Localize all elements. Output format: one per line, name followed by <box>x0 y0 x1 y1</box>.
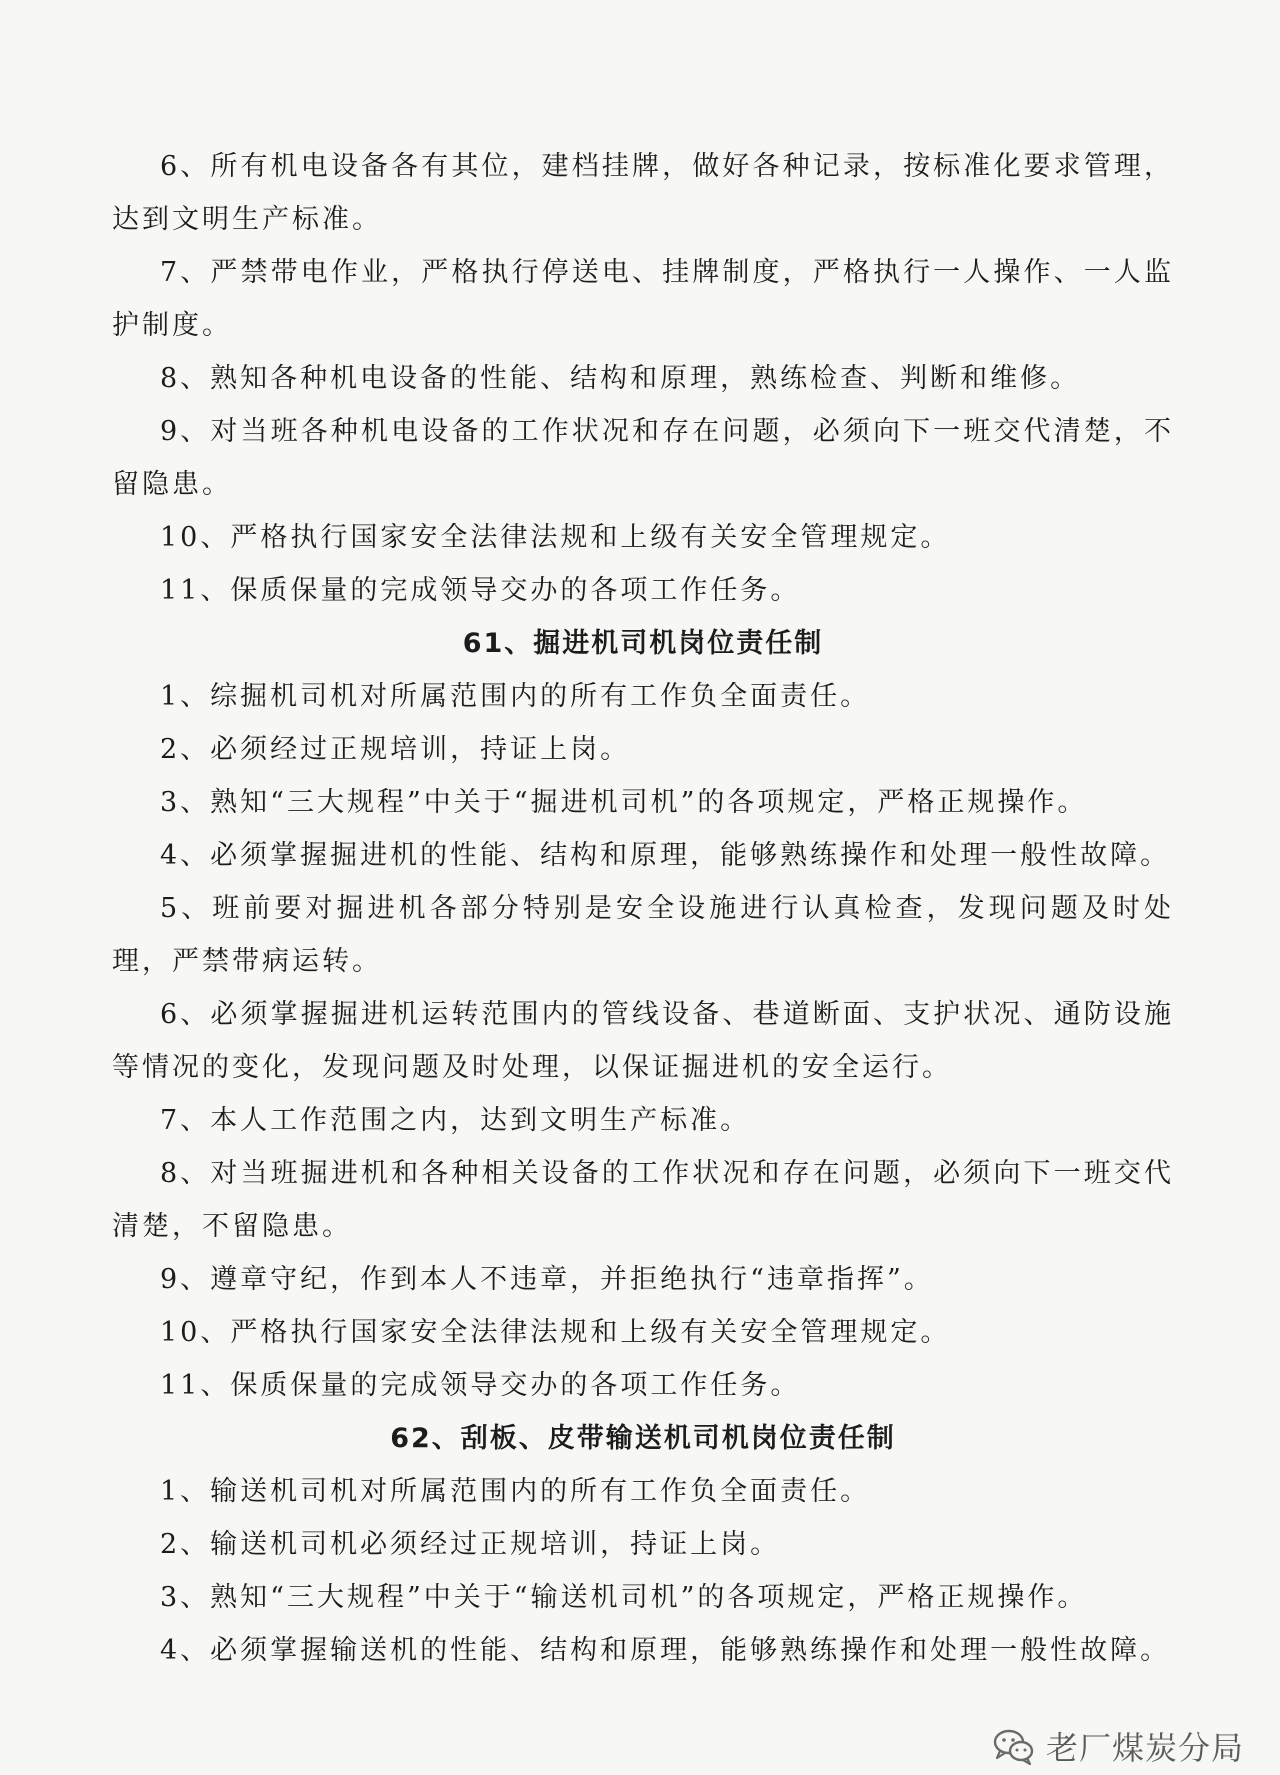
section62-item: 1、输送机司机对所属范围内的所有工作负全面责任。 <box>160 1476 871 1507</box>
section61-item: 9、遵章守纪，作到本人不违章，并拒绝执行“违章指挥”。 <box>160 1264 934 1295</box>
section61-item: 5、班前要对掘进机各部分特别是安全设施进行认真检查，发现问题及时处理，严禁带病运转。 <box>112 893 1174 977</box>
section61-item: 10、严格执行国家安全法律法规和上级有关安全管理规定。 <box>160 1317 951 1348</box>
document-body <box>112 140 1174 1677</box>
wechat-icon <box>992 1726 1036 1766</box>
section61-item: 7、本人工作范围之内，达到文明生产标准。 <box>160 1105 751 1136</box>
section61-item: 3、熟知“三大规程”中关于“掘进机司机”的各项规定，严格正规操作。 <box>160 787 1088 818</box>
section62-item: 2、输送机司机必须经过正规培训，持证上岗。 <box>160 1529 781 1560</box>
paragraph: 10、严格执行国家安全法律法规和上级有关安全管理规定。 <box>160 522 951 553</box>
section62-item: 3、熟知“三大规程”中关于“输送机司机”的各项规定，严格正规操作。 <box>160 1582 1088 1613</box>
section61-item: 8、对当班掘进机和各种相关设备的工作状况和存在问题，必须向下一班交代清楚，不留隐患。 <box>112 1158 1174 1242</box>
section61-item: 1、综掘机司机对所属范围内的所有工作负全面责任。 <box>160 681 871 712</box>
section-heading-61: 61、掘进机司机岗位责任制 <box>462 628 824 659</box>
section61-item: 6、必须掌握掘进机运转范围内的管线设备、巷道断面、支护状况、通防设施等情况的变化，发现问题及时处理，以保证掘进机的安全运行。 <box>112 999 1174 1083</box>
watermark-text: 老厂煤炭分局 <box>1045 1729 1244 1767</box>
section62-item: 4、必须掌握输送机的性能、结构和原理，能够熟练操作和处理一般性故障。 <box>160 1635 1171 1666</box>
section-heading-62: 62、刮板、皮带输送机司机岗位责任制 <box>390 1423 896 1454</box>
paragraph: 11、保质保量的完成领导交办的各项工作任务。 <box>160 575 801 606</box>
paragraph: 7、严禁带电作业，严格执行停送电、挂牌制度，严格执行一人操作、一人监护制度。 <box>112 257 1174 341</box>
section61-item: 2、必须经过正规培训，持证上岗。 <box>160 734 631 765</box>
section61-item: 11、保质保量的完成领导交办的各项工作任务。 <box>160 1370 801 1401</box>
watermark <box>992 1723 1244 1769</box>
section61-item: 4、必须掌握掘进机的性能、结构和原理，能够熟练操作和处理一般性故障。 <box>160 840 1171 871</box>
paragraph: 9、对当班各种机电设备的工作状况和存在问题，必须向下一班交代清楚，不留隐患。 <box>112 416 1174 500</box>
paragraph: 6、所有机电设备各有其位，建档挂牌，做好各种记录，按标准化要求管理，达到文明生产标准。 <box>112 151 1174 235</box>
paragraph: 8、熟知各种机电设备的性能、结构和原理，熟练检查、判断和维修。 <box>160 363 1081 394</box>
